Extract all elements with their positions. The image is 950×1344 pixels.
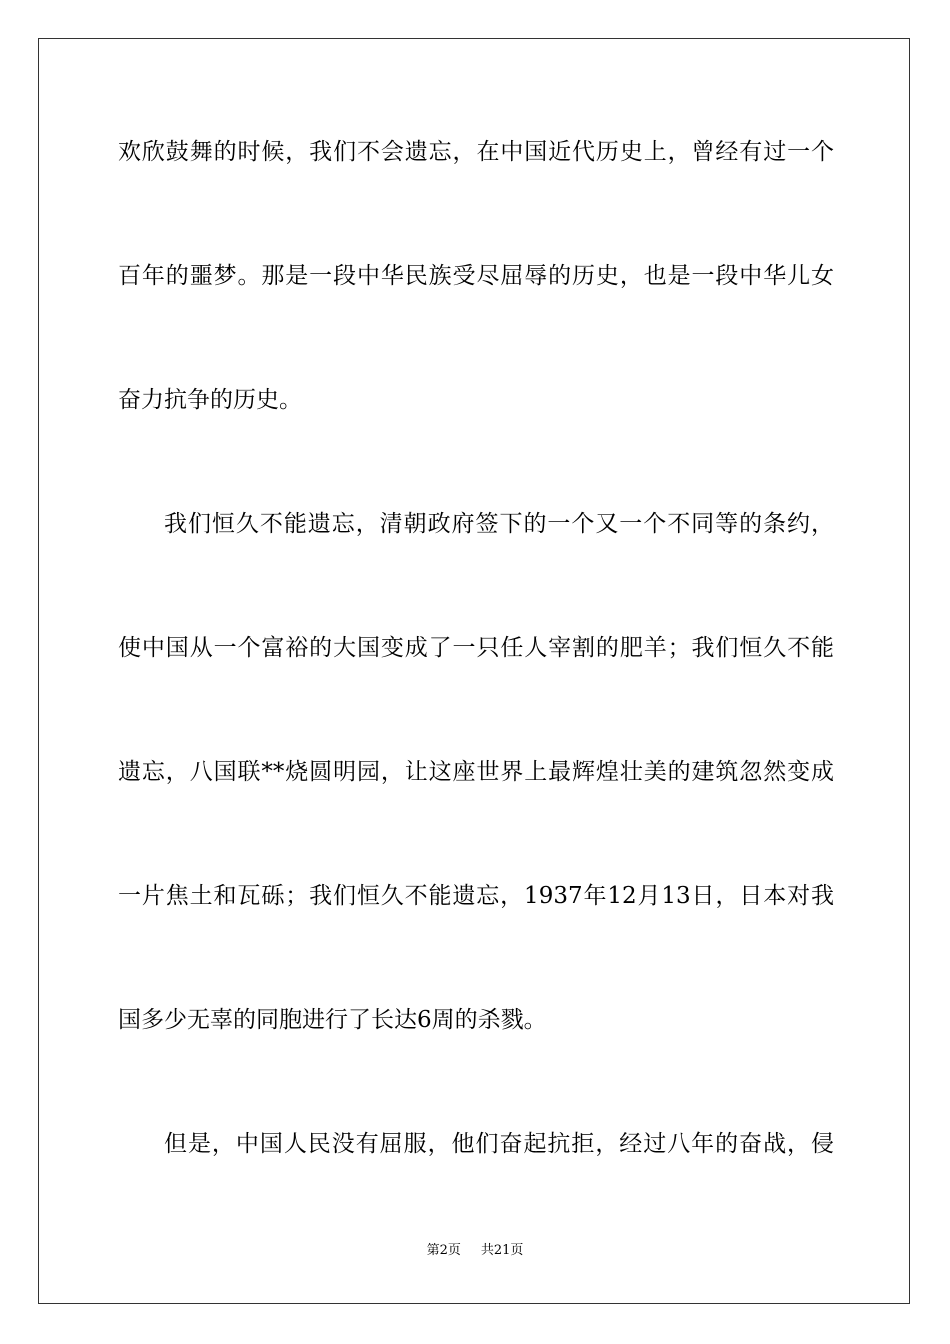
paragraph-first-line: 但是，中国人民没有屈服，他们奋起抗拒，经过八年的奋战，侵 (164, 1131, 834, 1157)
page-footer (0, 1242, 950, 1260)
page-total: 共21页 (480, 1243, 524, 1258)
text-line: 使中国从一个富裕的大国变成了一只任人宰割的肥羊；我们恒久不能 (118, 635, 834, 661)
paragraph-first-line: 我们恒久不能遗忘，清朝政府签下的一个又一个不同等的条约， (164, 511, 834, 537)
text-line: 一片焦土和瓦砾；我们恒久不能遗忘，1937年12月13日，日本对我 (118, 883, 834, 909)
text-line: 国多少无辜的同胞进行了长达6周的杀戮。 (118, 1007, 547, 1033)
text-line: 遗忘，八国联**烧圆明园，让这座世界上最辉煌壮美的建筑忽然变成 (118, 759, 834, 785)
text-line: 百年的噩梦。那是一段中华民族受尽屈辱的历史，也是一段中华儿女 (118, 263, 834, 289)
page-number: 第2页 (426, 1243, 461, 1258)
text-line: 欢欣鼓舞的时候，我们不会遗忘，在中国近代历史上，曾经有过一个 (118, 139, 834, 165)
text-line: 奋力抗争的历史。 (118, 387, 302, 413)
page-frame (38, 38, 910, 1304)
